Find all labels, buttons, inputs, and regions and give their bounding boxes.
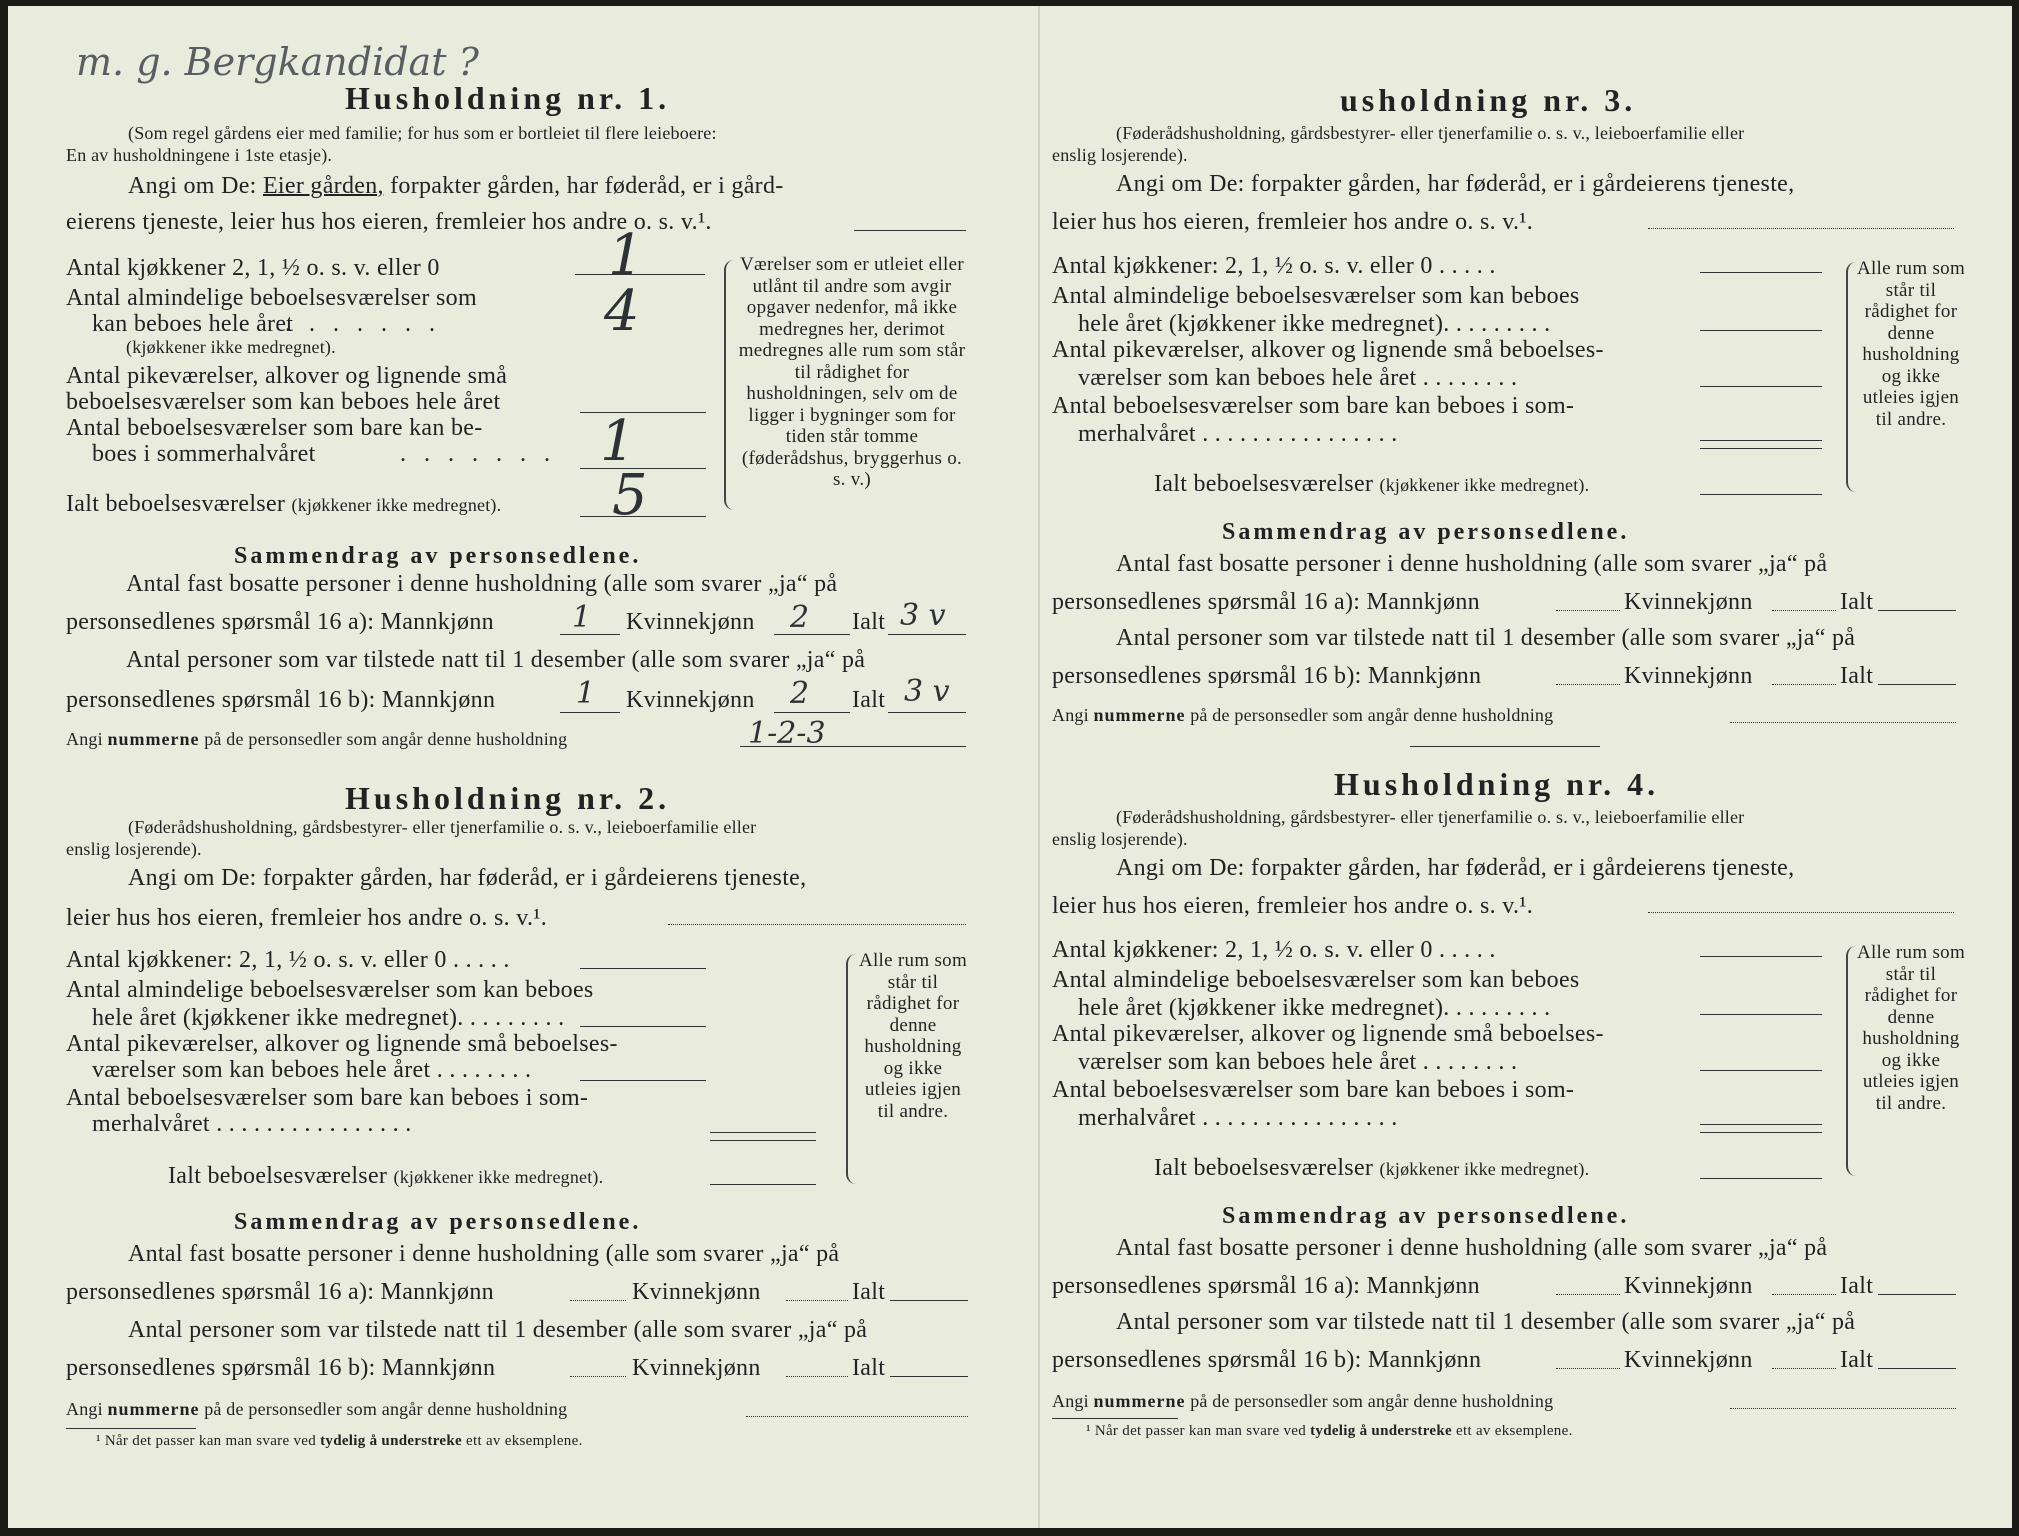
total-rooms-b: (kjøkkener ikke medregnet).: [1379, 1159, 1590, 1179]
household-2-note: (Føderådshusholdning, gårdsbestyrer- eller tjenerfamilie o. s. v., leieboerfamilie eller: [128, 817, 757, 837]
footnote-rule: [66, 1428, 196, 1429]
q16b-line-1: Antal personer som var tilstede natt til 1 desember (alle som svarer „ja“ på: [128, 1317, 868, 1343]
summer-rooms-line-2: [1700, 448, 1822, 449]
q16b-female-line: [786, 1376, 848, 1377]
q16a-line-1: Antal fast bosatte personer i denne husholdning (alle som svarer „ja“ på: [126, 571, 838, 597]
type-selected-owner: Eier gården,: [262, 173, 384, 199]
household-1-note: (Som regel gårdens eier med familie; for hus som er bortleiet til flere leieboere:: [128, 123, 717, 143]
footnote: [96, 1432, 583, 1450]
summer-rooms-line: [1700, 1124, 1822, 1125]
total-label: Ialt: [852, 1355, 886, 1381]
maid-rooms-label-2: værelser som kan beboes hele året . . . . . . . .: [1078, 365, 1518, 391]
summer-rooms-line-2: [1700, 1132, 1822, 1133]
female-label: Kvinnekjønn: [1624, 663, 1753, 689]
ordinary-rooms-label: Antal almindelige beboelsesværelser som: [66, 285, 477, 311]
q16b-male-line: [560, 712, 620, 713]
total-rooms-label: [66, 490, 501, 518]
q16b-male-line: [1556, 1368, 1620, 1369]
nummer-c: på de personsedler som angår denne husholdning: [204, 1399, 568, 1419]
kitchens-line: [580, 968, 706, 969]
q16a-female-value: 2: [790, 600, 810, 635]
ordinary-rooms-note: (kjøkkener ikke medregnet).: [126, 337, 336, 357]
maid-rooms-label: Antal pikeværelser, alkover og lignende små beboelses-: [66, 1031, 618, 1057]
q16a-line-2: personsedlenes spørsmål 16 a): Mannkjønn: [1052, 589, 1480, 615]
q16b-total-line: [890, 1376, 968, 1377]
maid-rooms-line: [1700, 386, 1822, 387]
q16b-line-2: personsedlenes spørsmål 16 b): Mannkjønn: [66, 687, 496, 713]
side-note-rooms: Alle rum som står til rådighet for denne husholdning og ikke utleies igjen til andre.: [1856, 258, 1966, 430]
q16a-female-line: [774, 634, 850, 635]
maid-rooms-line: [580, 1080, 706, 1081]
total-rooms-label: [1154, 470, 1589, 498]
person-numbers-label: [66, 1398, 567, 1420]
household-3-type-question: Angi om De: forpakter gården, har føderåd, er i gårdeierens tjeneste,: [1116, 171, 1795, 197]
q16b-female-value: 2: [790, 676, 810, 711]
q16b-total-line: [1878, 1368, 1956, 1369]
maid-rooms-label-2: værelser som kan beboes hele året . . . . . . . .: [1078, 1049, 1518, 1075]
type-answer-line: [1648, 228, 1954, 229]
ordinary-rooms-label-2: hele året (kjøkkener ikke medregnet). . . . . . . . .: [1078, 311, 1551, 337]
total-rooms-a: Ialt beboelsesværelser: [66, 491, 286, 517]
q16a-male-value: 1: [572, 600, 592, 635]
ordinary-rooms-line: [580, 1026, 706, 1027]
total-rooms-line: [1700, 1178, 1822, 1179]
maid-rooms-label-2: værelser som kan beboes hele året . . . . . . . .: [92, 1057, 532, 1083]
kitchens-label: Antal kjøkkener: 2, 1, ½ o. s. v. eller 0 . . . . .: [1052, 253, 1496, 279]
household-1-note-2: En av husholdningene i 1ste etasje).: [66, 145, 333, 165]
q16a-total-line: [888, 634, 966, 635]
nummer-b: nummerne: [107, 729, 200, 749]
q16b-line-1: Antal personer som var tilstede natt til 1 desember (alle som svarer „ja“ på: [1116, 625, 1856, 651]
q16a-male-line: [560, 634, 620, 635]
summer-rooms-label: Antal beboelsesværelser som bare kan beboes i som-: [1052, 1077, 1575, 1103]
q16a-total-line: [1878, 610, 1956, 611]
dots: . . . . . . .: [400, 441, 556, 467]
female-label: Kvinnekjønn: [1624, 1347, 1753, 1373]
q16a-line-2: personsedlenes spørsmål 16 a): Mannkjønn: [1052, 1273, 1480, 1299]
female-label: Kvinnekjønn: [632, 1279, 761, 1305]
nummer-c: på de personsedler som angår denne husholdning: [1190, 705, 1554, 725]
total-rooms-line: [1700, 494, 1822, 495]
q16a-total-line: [890, 1300, 968, 1301]
type-answer-line: [854, 230, 966, 231]
type-rest: forpakter gården, har føderåd, er i gård-: [390, 173, 784, 199]
kitchens-label: Antal kjøkkener 2, 1, ½ o. s. v. eller 0: [66, 255, 440, 281]
ordinary-rooms-label-2: hele året (kjøkkener ikke medregnet). . . . . . . . .: [92, 1005, 565, 1031]
household-2-type-question: Angi om De: forpakter gården, har føderåd, er i gårdeierens tjeneste,: [128, 865, 807, 891]
total-label: Ialt: [1840, 1273, 1874, 1299]
ordinary-rooms-label-2: kan beboes hele året: [92, 311, 294, 337]
summer-rooms-label-2: boes i sommerhalvåret: [92, 441, 316, 467]
household-4-note-2: enslig losjerende).: [1052, 829, 1188, 849]
total-rooms-a: Ialt beboelsesværelser: [1154, 1155, 1374, 1181]
summer-rooms-label-2: merhalvåret . . . . . . . . . . . . . . . .: [1078, 421, 1398, 447]
q16b-total-line: [888, 712, 966, 713]
household-1-type-question-2: eierens tjeneste, leier hus hos eieren, fremleier hos andre o. s. v.¹.: [66, 209, 712, 235]
ordinary-rooms-value: 4: [604, 279, 640, 344]
q16a-male-line: [1556, 1294, 1620, 1295]
total-rooms-value: 5: [612, 463, 648, 528]
q16a-female-line: [1772, 1294, 1836, 1295]
total-rooms-label: [1154, 1154, 1589, 1182]
q16a-line-1: Antal fast bosatte personer i denne husholdning (alle som svarer „ja“ på: [1116, 551, 1828, 577]
type-answer-line: [668, 924, 966, 925]
person-numbers-line: [1730, 722, 1956, 723]
summary-title-4: Sammendrag av personsedlene.: [1222, 1203, 1630, 1229]
household-3-type-question-2: leier hus hos eieren, fremleier hos andre o. s. v.¹.: [1052, 209, 1534, 235]
summer-rooms-label: Antal beboelsesværelser som bare kan be-: [66, 415, 483, 441]
q16a-female-line: [786, 1300, 848, 1301]
ordinary-rooms-line: [1700, 330, 1822, 331]
q16b-female-line: [1772, 1368, 1836, 1369]
household-4-type-question: Angi om De: forpakter gården, har føderåd, er i gårdeierens tjeneste,: [1116, 855, 1795, 881]
footnote-a: ¹ Når det passer kan man svare ved: [96, 1433, 317, 1449]
female-label: Kvinnekjønn: [626, 687, 755, 713]
person-numbers-line: [746, 1416, 968, 1417]
maid-rooms-label: Antal pikeværelser, alkover og lignende små beboelses-: [1052, 337, 1604, 363]
household-4-type-question-2: leier hus hos eieren, fremleier hos andre o. s. v.¹.: [1052, 893, 1534, 919]
household-4-note: (Føderådshusholdning, gårdsbestyrer- eller tjenerfamilie o. s. v., leieboerfamilie eller: [1116, 807, 1745, 827]
q16b-female-line: [1772, 684, 1836, 685]
summer-rooms-label-2: merhalvåret . . . . . . . . . . . . . . . .: [92, 1111, 412, 1137]
total-rooms-b: (kjøkkener ikke medregnet).: [291, 495, 502, 515]
household-3-note-2: enslig losjerende).: [1052, 145, 1188, 165]
maid-rooms-label: Antal pikeværelser, alkover og lignende små: [66, 363, 508, 389]
side-note-rooms: Værelser som er utleiet eller utlånt til andre som avgir opgaver nedenfor, må ikke medregnes her, derimot medregnes alle rum som står til rådighet for husholdningen, selv om de ligger i bygninger som for tiden står tomme (føderådshus, bryggerhus o. s. v.): [738, 254, 966, 490]
ordinary-rooms-label: Antal almindelige beboelsesværelser som kan beboes: [66, 977, 594, 1003]
total-rooms-a: Ialt beboelsesværelser: [1154, 471, 1374, 497]
footnote-a: ¹ Når det passer kan man svare ved: [1086, 1423, 1307, 1439]
person-numbers-label: [1052, 1390, 1553, 1412]
maid-rooms-line: [580, 412, 706, 413]
person-numbers-line: [740, 746, 966, 747]
nummer-a: Angi: [66, 729, 103, 749]
q16b-male-value: 1: [576, 676, 596, 711]
q16b-male-line: [570, 1376, 626, 1377]
summer-rooms-label: Antal beboelsesværelser som bare kan beboes i som-: [66, 1085, 589, 1111]
summer-rooms-line: [710, 1132, 816, 1133]
q16b-line-2: personsedlenes spørsmål 16 b): Mannkjønn: [66, 1355, 496, 1381]
total-rooms-a: Ialt beboelsesværelser: [168, 1163, 388, 1189]
nummer-b: nummerne: [1093, 705, 1186, 725]
q16a-female-line: [1772, 610, 1836, 611]
q16a-line-1: Antal fast bosatte personer i denne husholdning (alle som svarer „ja“ på: [128, 1241, 840, 1267]
ordinary-rooms-line: [1700, 1014, 1822, 1015]
q16b-female-line: [774, 712, 850, 713]
q16b-total-value: 3 v: [904, 674, 950, 709]
footnote-c: ett av eksemplene.: [466, 1433, 583, 1449]
total-label: Ialt: [1840, 1347, 1874, 1373]
type-prefix: Angi om De:: [128, 173, 257, 199]
total-rooms-b: (kjøkkener ikke medregnet).: [1379, 475, 1590, 495]
household-2-title: Husholdning nr. 2.: [345, 780, 671, 816]
total-label: Ialt: [852, 609, 886, 635]
female-label: Kvinnekjønn: [1624, 589, 1753, 615]
footnote-b: tydelig å understreke: [320, 1433, 462, 1449]
ordinary-rooms-label: Antal almindelige beboelsesværelser som kan beboes: [1052, 967, 1580, 993]
nummer-c: på de personsedler som angår denne husholdning: [1190, 1391, 1554, 1411]
q16b-line-2: personsedlenes spørsmål 16 b): Mannkjønn: [1052, 663, 1482, 689]
household-2-type-question-2: leier hus hos eieren, fremleier hos andre o. s. v.¹.: [66, 905, 548, 931]
maid-rooms-label: Antal pikeværelser, alkover og lignende små beboelses-: [1052, 1021, 1604, 1047]
total-label: Ialt: [852, 687, 886, 713]
nummer-b: nummerne: [107, 1399, 200, 1419]
q16b-male-line: [1556, 684, 1620, 685]
type-answer-line: [1648, 912, 1954, 913]
household-1-title: Husholdning nr. 1.: [345, 80, 671, 116]
summer-rooms-line: [1700, 440, 1822, 441]
kitchens-label: Antal kjøkkener: 2, 1, ½ o. s. v. eller 0 . . . . .: [1052, 937, 1496, 963]
kitchens-line: [1700, 272, 1822, 273]
ordinary-rooms-label-2: hele året (kjøkkener ikke medregnet). . . . . . . . .: [1078, 995, 1551, 1021]
handwritten-annotation: m. g. Bergkandidat ?: [76, 40, 479, 84]
footnote-rule: [1052, 1418, 1178, 1419]
household-4-title: Husholdning nr. 4.: [1334, 766, 1660, 802]
summer-rooms-value: 1: [600, 409, 636, 474]
q16a-line-2: personsedlenes spørsmål 16 a): Mannkjønn: [66, 609, 494, 635]
nummer-a: Angi: [1052, 1391, 1089, 1411]
female-label: Kvinnekjønn: [1624, 1273, 1753, 1299]
summary-title-3: Sammendrag av personsedlene.: [1222, 519, 1630, 545]
dots: . . . . . . .: [285, 311, 441, 337]
q16a-male-line: [1556, 610, 1620, 611]
page-fold: [1038, 6, 1040, 1528]
person-numbers-line: [1730, 1408, 1956, 1409]
household-3-title: usholdning nr. 3.: [1340, 82, 1637, 118]
household-1-type-question: [128, 172, 784, 200]
household-2-note-2: enslig losjerende).: [66, 839, 202, 859]
summer-rooms-line-2: [710, 1140, 816, 1141]
person-numbers-label: [66, 728, 567, 750]
summer-rooms-label: Antal beboelsesværelser som bare kan beboes i som-: [1052, 393, 1575, 419]
total-rooms-line: [580, 516, 706, 517]
summary-title-1: Sammendrag av personsedlene.: [234, 543, 642, 569]
side-note-rooms: Alle rum som står til rådighet for denne husholdning og ikke utleies igjen til andre.: [858, 950, 968, 1122]
total-label: Ialt: [1840, 663, 1874, 689]
q16a-line-2: personsedlenes spørsmål 16 a): Mannkjønn: [66, 1279, 494, 1305]
q16b-line-2: personsedlenes spørsmål 16 b): Mannkjønn: [1052, 1347, 1482, 1373]
footnote-c: ett av eksemplene.: [1456, 1423, 1573, 1439]
q16a-total-value: 3 v: [900, 598, 946, 633]
q16a-male-line: [570, 1300, 626, 1301]
female-label: Kvinnekjønn: [626, 609, 755, 635]
person-numbers-label: [1052, 704, 1553, 726]
summary-title-2: Sammendrag av personsedlene.: [234, 1209, 642, 1235]
section-divider: [1410, 746, 1600, 747]
nummer-a: Angi: [66, 1399, 103, 1419]
side-note-rooms: Alle rum som står til rådighet for denne husholdning og ikke utleies igjen til andre.: [1856, 942, 1966, 1114]
ordinary-rooms-label: Antal almindelige beboelsesværelser som kan beboes: [1052, 283, 1580, 309]
household-3-note: (Føderådshusholdning, gårdsbestyrer- eller tjenerfamilie o. s. v., leieboerfamilie eller: [1116, 123, 1745, 143]
maid-rooms-line: [1700, 1070, 1822, 1071]
footnote: [1086, 1422, 1573, 1440]
summer-rooms-label-2: merhalvåret . . . . . . . . . . . . . . . .: [1078, 1105, 1398, 1131]
q16a-total-line: [1878, 1294, 1956, 1295]
kitchens-label: Antal kjøkkener: 2, 1, ½ o. s. v. eller 0 . . . . .: [66, 947, 510, 973]
q16b-line-1: Antal personer som var tilstede natt til 1 desember (alle som svarer „ja“ på: [1116, 1309, 1856, 1335]
maid-rooms-label-2: beboelsesværelser som kan beboes hele året: [66, 389, 501, 415]
total-rooms-label: [168, 1162, 603, 1190]
female-label: Kvinnekjønn: [632, 1355, 761, 1381]
q16b-line-1: Antal personer som var tilstede natt til 1 desember (alle som svarer „ja“ på: [126, 647, 866, 673]
q16b-total-line: [1878, 684, 1956, 685]
nummer-a: Angi: [1052, 705, 1089, 725]
kitchens-value: 1: [608, 223, 644, 288]
total-rooms-line: [710, 1184, 816, 1185]
kitchens-line: [1700, 956, 1822, 957]
kitchens-line: [575, 274, 705, 275]
nummer-c: på de personsedler som angår denne husholdning: [204, 729, 568, 749]
q16a-line-1: Antal fast bosatte personer i denne husholdning (alle som svarer „ja“ på: [1116, 1235, 1828, 1261]
total-label: Ialt: [1840, 589, 1874, 615]
person-numbers-value: 1-2-3: [748, 716, 826, 751]
total-rooms-b: (kjøkkener ikke medregnet).: [393, 1167, 604, 1187]
total-label: Ialt: [852, 1279, 886, 1305]
nummer-b: nummerne: [1093, 1391, 1186, 1411]
footnote-b: tydelig å understreke: [1310, 1423, 1452, 1439]
